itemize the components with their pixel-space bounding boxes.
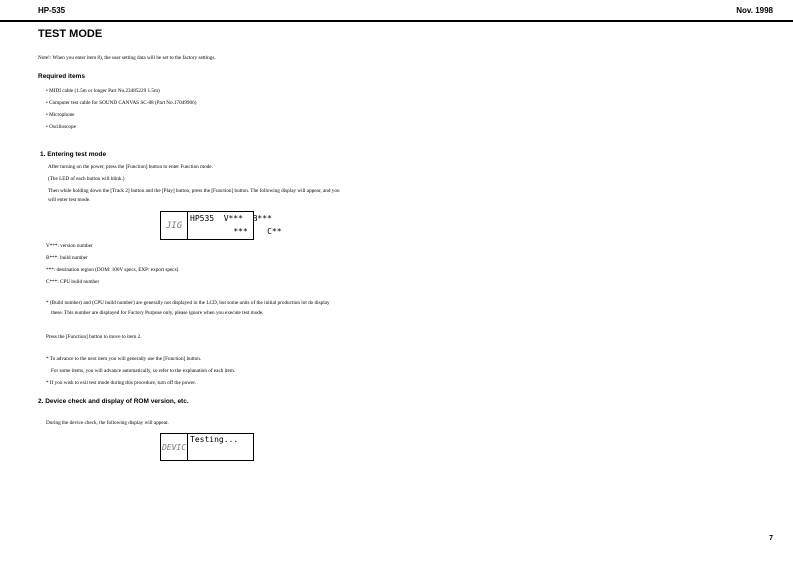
footnote: these. This number are displayed for Factory Purpose only, please ignore when you execute test mode. xyxy=(51,310,264,316)
lcd-display-jig xyxy=(160,211,282,240)
lcd-tag: JIG xyxy=(161,212,188,239)
page-number: 7 xyxy=(769,535,773,542)
page-header xyxy=(0,6,793,18)
lcd-line-1: HP535 V*** B*** xyxy=(190,214,272,223)
section1-paragraph: After turning on the power, press the [Function] button to enter Function mode. xyxy=(48,164,213,170)
required-items-heading: Required items xyxy=(38,73,85,80)
lcd-line-2: *** C** xyxy=(190,227,282,236)
instruction-text: Press the [Function] button to move to item 2. xyxy=(46,334,142,340)
required-item: • Microphone xyxy=(46,112,75,118)
note-text: Note!: When you enter item 8), the user setting data will be set to the factory settings. xyxy=(38,55,216,61)
section2-heading: 2. Device check and display of ROM version, etc. xyxy=(38,398,189,405)
definition-item: C***: CPU build number xyxy=(46,279,100,285)
section1-paragraph: will enter test mode. xyxy=(48,197,91,203)
footnote: For some items, you will advance automatically, so refer to the explanation of each item. xyxy=(51,368,236,374)
required-item: • Oscilloscope xyxy=(46,124,76,130)
definition-item: ***: destination region (DOM: 100V specs, EXP: export specs) xyxy=(46,267,179,273)
header-date: Nov. 1998 xyxy=(736,6,773,15)
header-rule xyxy=(0,20,793,22)
section2-paragraph: During the device check, the following display will appear. xyxy=(46,420,169,426)
lcd-line-1: Testing... xyxy=(190,435,239,444)
lcd-tag: DEVIC xyxy=(161,434,188,460)
footnote: * To advance to the next item you will generally use the [Function] button. xyxy=(46,356,202,362)
model-name: HP-535 xyxy=(38,6,66,15)
footnote: * (Build number) and (CPU build number) are generally not displayed in the LCD, but some units of the initial production lot do display xyxy=(46,300,330,306)
required-item: • MIDI cable (1.5m or longer Part No.23485229 1.5m) xyxy=(46,88,160,94)
section1-paragraph: Then while holding down the [Track 2] button and the [Play] button, press the [Function] button. The following display will appear, and you xyxy=(48,188,340,194)
required-item: • Computer test cable for SOUND CANVAS SC-88 (Part No.17049906) xyxy=(46,100,197,106)
section1-heading: 1. Entering test mode xyxy=(40,151,107,158)
definition-item: V***: version number xyxy=(46,243,93,249)
page-title: TEST MODE xyxy=(38,28,103,40)
definition-item: B***: build number xyxy=(46,255,88,261)
section1-paragraph: (The LED of each button will blink.) xyxy=(48,176,125,182)
footnote: * If you wish to exit test mode during this procedure, turn off the power. xyxy=(46,380,197,386)
lcd-display-devic xyxy=(160,433,254,461)
